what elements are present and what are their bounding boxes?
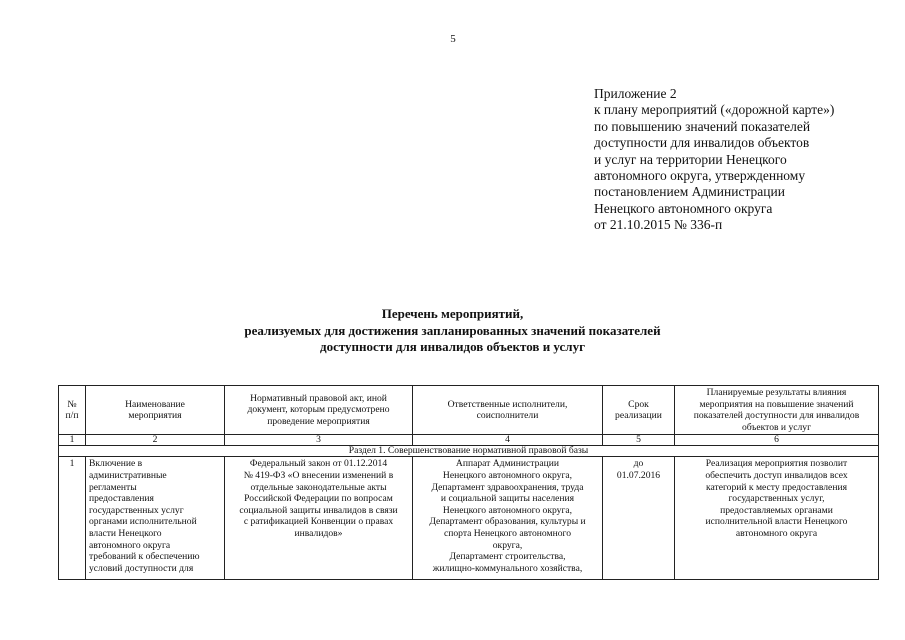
document-title xyxy=(150,306,755,356)
legal-act-cell: Федеральный закон от 01.12.2014 № 419-ФЗ «О внесении изменений в отдельные законодательные акты Российской Федерации по вопросам социальной защиты инвалидов в связи с ратификацией Конвенции о правах инвалидов» xyxy=(225,457,413,580)
header-number: № п/п xyxy=(59,386,86,435)
appendix-line: постановлением Администрации xyxy=(594,184,785,200)
appendix-line: Приложение 2 xyxy=(594,86,677,101)
column-number: 6 xyxy=(675,435,879,446)
title-line: Перечень мероприятий, xyxy=(381,306,524,321)
appendix-line: от 21.10.2015 № 336-п xyxy=(594,217,723,233)
executors-cell: Аппарат Администрации Ненецкого автономного округа, Департамент здравоохранения, труда и социальной защиты населения Ненецкого автономного округа, Департамент образования, культуры и спорта Ненецкого автономного округа, Департамент строительства, жилищно-коммунального хозяйства, xyxy=(413,457,603,580)
appendix-line: по повышению значений показателей xyxy=(594,118,811,134)
row-number: 1 xyxy=(59,457,86,580)
appendix-line: автономного округа, утвержденному xyxy=(594,168,806,184)
measure-name-cell: Включение в административные регламенты предоставления государственных услуг органами исполнительной власти Ненецкого автономного округа требований к обеспечению условий доступности для xyxy=(86,457,225,580)
column-number-row xyxy=(59,435,879,446)
column-number: 2 xyxy=(86,435,225,446)
page-number: 5 xyxy=(450,33,456,45)
results-cell: Реализация мероприятия позволит обеспечить доступ инвалидов всех категорий к месту предоставления государственных услуг, предоставляемых органами исполнительной власти Ненецкого автономного округа xyxy=(675,457,879,580)
section-row xyxy=(59,446,879,457)
column-number: 5 xyxy=(603,435,675,446)
table-header-row xyxy=(59,386,879,435)
appendix-line: Ненецкого автономного округа xyxy=(594,200,773,216)
term-cell: до 01.07.2016 xyxy=(603,457,675,580)
header-legal-act: Нормативный правовой акт, иной документ, которым предусмотрено проведение мероприятия xyxy=(225,386,413,435)
header-term: Срок реализации xyxy=(603,386,675,435)
appendix-line: к плану мероприятий («дорожной карте») xyxy=(594,102,835,118)
appendix-line: и услуг на территории Ненецкого xyxy=(594,151,787,167)
measures-table xyxy=(58,385,879,580)
header-executors: Ответственные исполнители, соисполнители xyxy=(413,386,603,435)
title-line: реализуемых для достижения запланированных значений показателей xyxy=(244,322,661,338)
header-results: Планируемые результаты влияния мероприятия на повышение значений показателей доступности для инвалидов объектов и услуг xyxy=(675,386,879,435)
appendix-line: доступности для инвалидов объектов xyxy=(594,135,810,151)
title-line: доступности для инвалидов объектов и услуг xyxy=(320,339,585,354)
column-number: 3 xyxy=(225,435,413,446)
section-title: Раздел 1. Совершенствование нормативной правовой базы xyxy=(59,446,879,457)
column-number: 4 xyxy=(413,435,603,446)
table-row xyxy=(59,457,879,580)
header-measure-name: Наименование мероприятия xyxy=(86,386,225,435)
column-number: 1 xyxy=(59,435,86,446)
appendix-note xyxy=(594,86,894,234)
